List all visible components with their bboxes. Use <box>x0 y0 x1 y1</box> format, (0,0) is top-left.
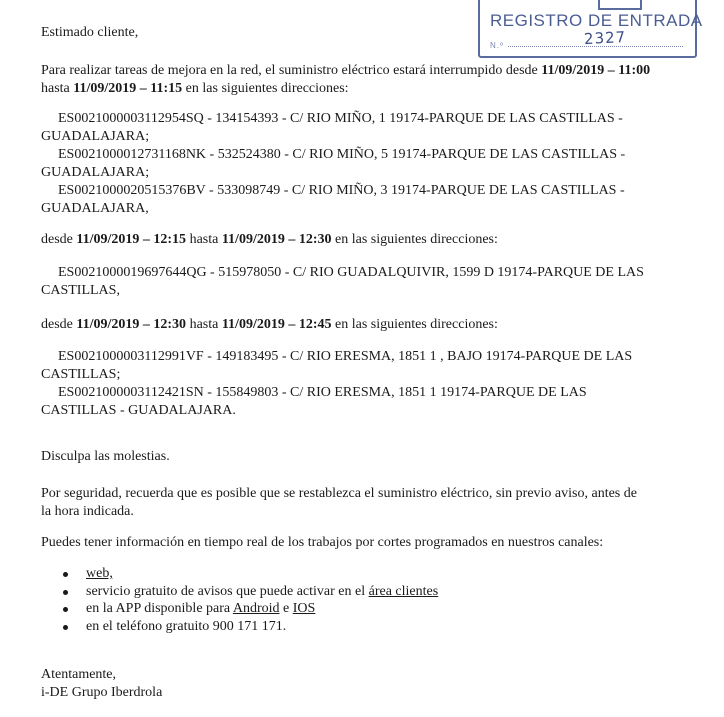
time-range-3: desde 11/09/2019 – 12:30 hasta 11/09/2019 – 12:45 en las siguientes direcciones: <box>41 317 498 332</box>
stamp-number-label: N.º <box>490 41 504 50</box>
address-entry: ES0021000012731168NK - 532524380 - C/ RIO MIÑO, 5 19174-PARQUE DE LAS CASTILLAS - GUADALAJARA; <box>41 147 626 180</box>
time-range-2: desde 11/09/2019 – 12:15 hasta 11/09/2019 – 12:30 en las siguientes direcciones: <box>41 232 498 247</box>
greeting: Estimado cliente, <box>41 25 139 40</box>
intro-from-time: 11/09/2019 – 11:00 <box>541 63 651 78</box>
web-link[interactable]: web, <box>86 566 113 581</box>
address-entry: ES0021000019697644QG - 515978050 - C/ RIO GUADALQUIVIR, 1599 D 19174-PARQUE DE LAS CASTILLAS, <box>41 265 644 298</box>
ios-link[interactable]: IOS <box>292 601 316 616</box>
address-block-2 <box>41 264 681 300</box>
address-block-3 <box>41 348 666 420</box>
channels-intro: Puedes tener información en tiempo real de los trabajos por cortes programados en nuestros canales: <box>41 535 604 550</box>
intro-tail: en las siguientes direcciones: <box>182 81 349 96</box>
address-entry: ES0021000003112991VF - 149183495 - C/ RIO ERESMA, 1851 1 , BAJO 19174-PARQUE DE LAS CASTILLAS; <box>41 349 633 382</box>
registry-stamp <box>478 0 703 58</box>
android-link[interactable]: Android <box>232 601 280 616</box>
list-item: servicio gratuito de avisos que puede activar en el área clientes <box>41 583 438 601</box>
stamp-number: 2327 <box>583 27 627 49</box>
stamp-title: REGISTRO DE ENTRADA <box>490 11 703 30</box>
intro-paragraph <box>41 62 666 98</box>
address-entry: ES0021000003112954SQ - 134154393 - C/ RIO MIÑO, 1 19174-PARQUE DE LAS CASTILLAS - GUADALAJARA; <box>41 111 623 144</box>
address-entry: ES0021000020515376BV - 533098749 - C/ RIO MIÑO, 3 19174-PARQUE DE LAS CASTILLAS - GUADALAJARA, <box>41 183 625 216</box>
intro-text: Para realizar tareas de mejora en la red, el suministro eléctrico estará interrumpido desde <box>41 63 542 78</box>
address-block-1 <box>41 110 666 218</box>
security-note: Por seguridad, recuerda que es posible que se restablezca el suministro eléctrico, sin previo aviso, antes de la hora indicada. <box>41 486 637 519</box>
list-item: en el teléfono gratuito 900 171 171. <box>41 618 438 636</box>
closing: Atentamente, <box>41 667 117 682</box>
address-entry: ES0021000003112421SN - 155849803 - C/ RIO ERESMA, 1851 1 19174-PARQUE DE LAS CASTILLAS - GUADALAJARA. <box>41 385 587 418</box>
list-item: en la APP disponible para Android e IOS <box>41 600 438 618</box>
intro-until: hasta <box>41 81 74 96</box>
apology: Disculpa las molestias. <box>41 449 170 464</box>
signature: i-DE Grupo Iberdrola <box>41 685 163 700</box>
channels-list <box>41 565 438 635</box>
intro-to-time: 11/09/2019 – 11:15 <box>73 81 183 96</box>
list-item <box>41 565 438 583</box>
stamp-tab <box>598 0 642 10</box>
customer-area-link[interactable]: área clientes <box>368 583 439 599</box>
